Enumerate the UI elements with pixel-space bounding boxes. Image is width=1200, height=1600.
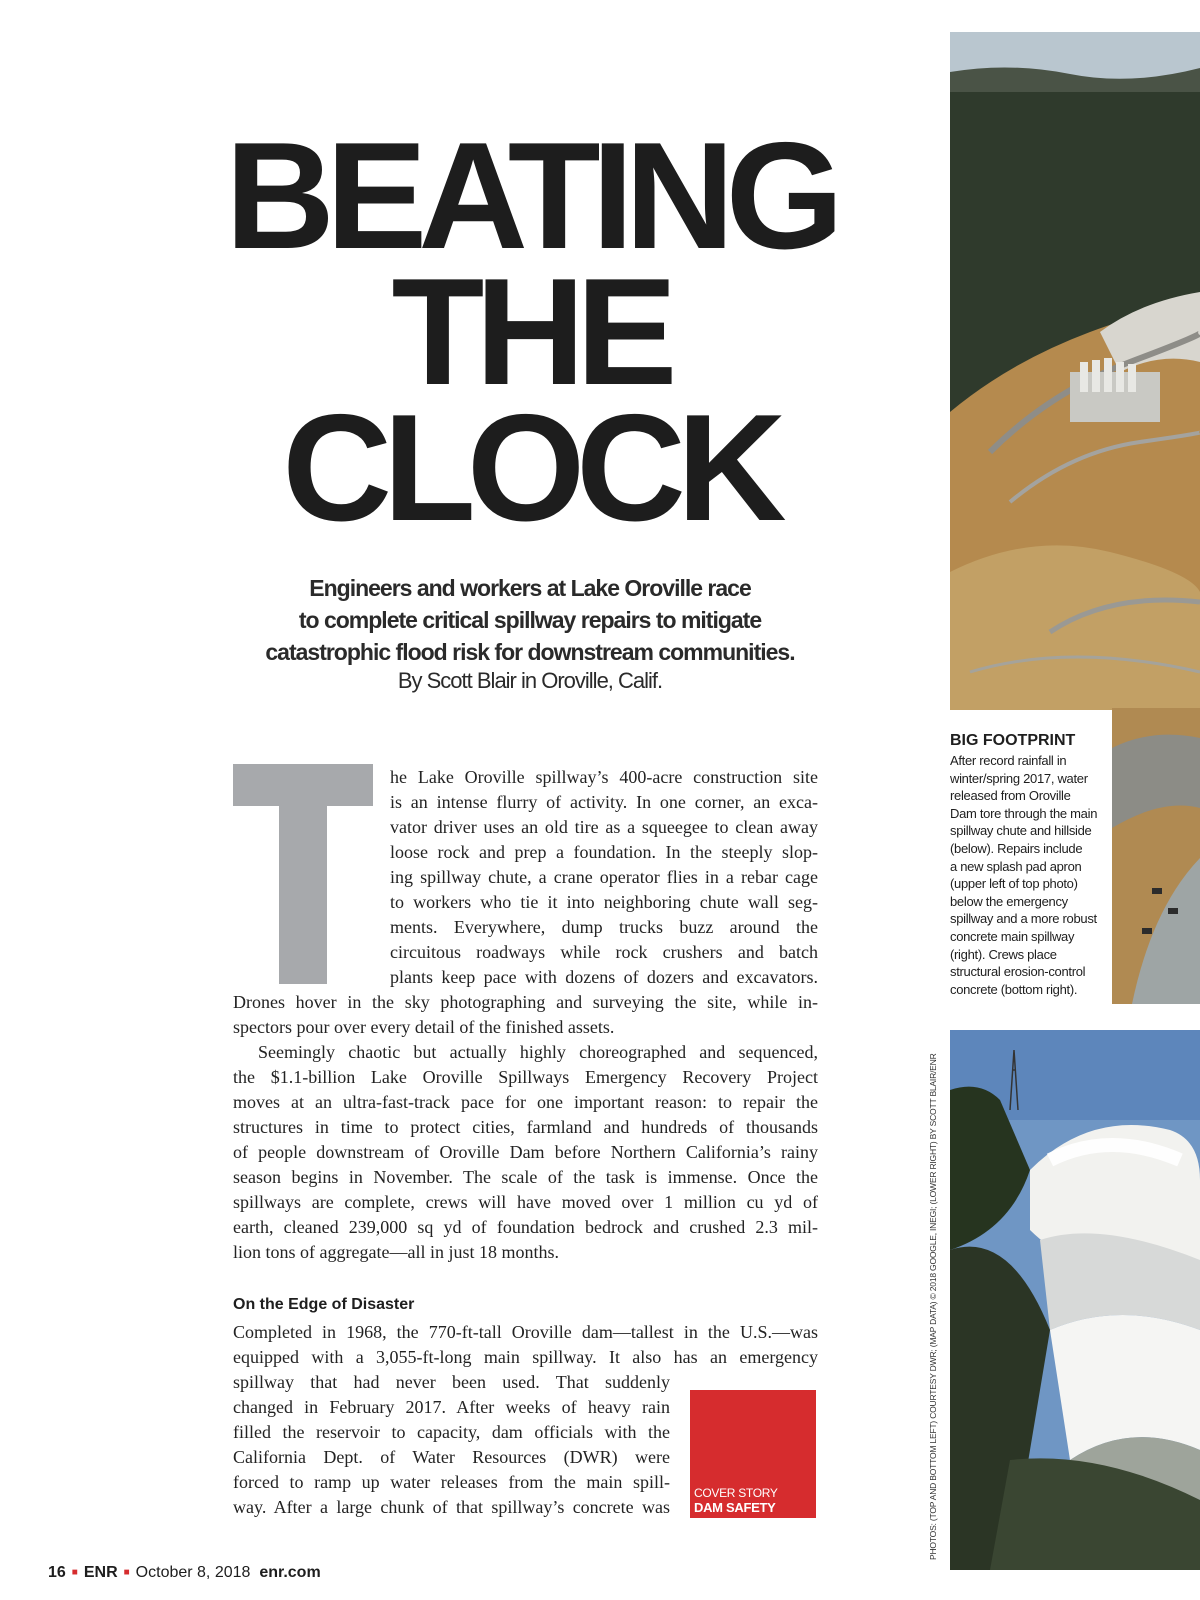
text-line: season begins in November. The scale of the task is immense. Once the bbox=[233, 1167, 818, 1187]
text-line: forced to ramp up water releases from the main spill- bbox=[233, 1472, 670, 1492]
text-line: lion tons of aggregate—all in just 18 months. bbox=[233, 1242, 559, 1262]
text-line: the $1.1-billion Lake Oroville Spillways Emergency Recovery Project bbox=[233, 1067, 818, 1087]
text-line: ing spillway chute, a crane operator flies in a rebar cage bbox=[390, 867, 818, 887]
intro-paragraph bbox=[390, 765, 818, 990]
caption-line: spillway and a more robust bbox=[950, 911, 1097, 927]
text-line: to workers who tie it into neighboring chute wall seg- bbox=[390, 892, 818, 912]
separator-icon: ■ bbox=[71, 1567, 78, 1579]
byline: By Scott Blair in Oroville, Calif. bbox=[397, 668, 663, 693]
caption-line: (upper left of top photo) bbox=[950, 876, 1078, 892]
cover-story-kicker: COVER STORY bbox=[694, 1486, 778, 1500]
caption-line: concrete (bottom right). bbox=[950, 981, 1078, 997]
cover-story-section: DAM SAFETY bbox=[694, 1500, 776, 1515]
headline-line: BEATING bbox=[225, 111, 835, 281]
text-line: loose rock and prep a foundation. In the steeply slop- bbox=[390, 842, 818, 862]
brand-name: ENR bbox=[83, 1564, 118, 1581]
text-line: moves at an ultra-fast-track pace for one important reason: to repair the bbox=[233, 1092, 818, 1112]
text-line: he Lake Oroville spillway’s 400-acre construction site bbox=[390, 767, 818, 787]
issue-date: October 8, 2018 bbox=[135, 1564, 251, 1581]
caption-line: released from Oroville bbox=[950, 788, 1071, 804]
deck-line: to complete critical spillway repairs to mitigate bbox=[298, 607, 762, 633]
aerial-photo-strip bbox=[1112, 708, 1200, 1004]
page-number: 16 bbox=[48, 1564, 66, 1581]
text-line: filled the reservoir to capacity, dam officials with the bbox=[233, 1422, 670, 1442]
text-line: Drones hover in the sky photographing and surveying the site, while in- bbox=[233, 992, 818, 1012]
text-line: is an intense flurry of activity. In one corner, an exca- bbox=[390, 792, 818, 812]
deck-line: Engineers and workers at Lake Oroville race bbox=[309, 575, 751, 601]
text-line: California Dept. of Water Resources (DWR) were bbox=[233, 1447, 670, 1467]
text-line: Completed in 1968, the 770-ft-tall Oroville dam—tallest in the U.S.—was bbox=[233, 1322, 818, 1342]
text-line: equipped with a 3,055-ft-long main spillway. It also has an emergency bbox=[233, 1347, 818, 1367]
caption-line: After record rainfall in bbox=[950, 753, 1067, 768]
caption-line: below the emergency bbox=[950, 893, 1068, 909]
aerial-photo-top bbox=[950, 32, 1200, 710]
headline bbox=[170, 111, 890, 553]
caption-line: winter/spring 2017, water bbox=[950, 770, 1088, 786]
body-paragraphs bbox=[233, 990, 818, 1265]
site-url: enr.com bbox=[259, 1564, 321, 1581]
caption-title: BIG FOOTPRINT bbox=[950, 732, 1076, 749]
text-line: spectors pour over every detail of the finished assets. bbox=[233, 1017, 615, 1037]
photo-caption bbox=[950, 732, 1115, 998]
caption-line: Dam tore through the main bbox=[950, 805, 1098, 821]
caption-line: concrete main spillway bbox=[950, 928, 1075, 944]
separator-icon: ■ bbox=[123, 1567, 130, 1579]
caption-line: a new splash pad apron bbox=[950, 858, 1082, 874]
caption-text bbox=[950, 752, 1115, 998]
text-line: spillway that had never been used. That suddenly bbox=[233, 1372, 670, 1392]
section2-paragraph-narrow bbox=[233, 1370, 670, 1520]
caption-line: structural erosion-control bbox=[950, 964, 1086, 980]
caption-line: spillway chute and hillside bbox=[950, 823, 1092, 839]
caption-line: (below). Repairs include bbox=[950, 840, 1083, 856]
text-line: spillways are complete, crews will have moved over 1 million cu yd of bbox=[233, 1192, 818, 1212]
text-line: plants keep pace with dozens of dozers and excavators. bbox=[390, 967, 818, 987]
headline-line: CLOCK bbox=[282, 383, 778, 553]
caption-line: (right). Crews place bbox=[950, 946, 1057, 962]
drop-cap bbox=[233, 764, 373, 984]
text-line: structures in time to protect cities, farmland and hundreds of thousands bbox=[233, 1117, 818, 1137]
photo-credit: PHOTOS: (TOP AND BOTTOM LEFT) COURTESY DWR; (MAP DATA) © 2018 GOOGLE, INEGI; (LOWER RIGHT) BY SCOTT BLAIR/ENR bbox=[928, 1053, 938, 1560]
text-line: way. After a large chunk of that spillway’s concrete was bbox=[233, 1497, 670, 1517]
section2-paragraph bbox=[233, 1320, 818, 1370]
text-line: circuitous roadways while rock crushers and batch bbox=[390, 942, 818, 962]
text-line: earth, cleaned 239,000 sq yd of foundation bedrock and crushed 2.3 mil- bbox=[233, 1217, 818, 1237]
text-line: Seemingly chaotic but actually highly choreographed and sequenced, bbox=[258, 1042, 818, 1062]
section-subhead: On the Edge of Disaster bbox=[233, 1296, 415, 1313]
deck-line: catastrophic flood risk for downstream communities. bbox=[265, 639, 795, 665]
text-line: of people downstream of Oroville Dam before Northern California’s rainy bbox=[233, 1142, 818, 1162]
deck bbox=[190, 572, 870, 668]
text-line: vator driver uses an old tire as a squeegee to clean away bbox=[390, 817, 818, 837]
text-line: changed in February 2017. After weeks of heavy rain bbox=[233, 1397, 670, 1417]
spillway-photo bbox=[950, 1030, 1200, 1570]
text-line: ments. Everywhere, dump trucks buzz around the bbox=[390, 917, 818, 937]
headline-line: THE bbox=[391, 247, 669, 417]
page-footer bbox=[48, 1564, 321, 1582]
cover-story-tag bbox=[690, 1390, 816, 1518]
